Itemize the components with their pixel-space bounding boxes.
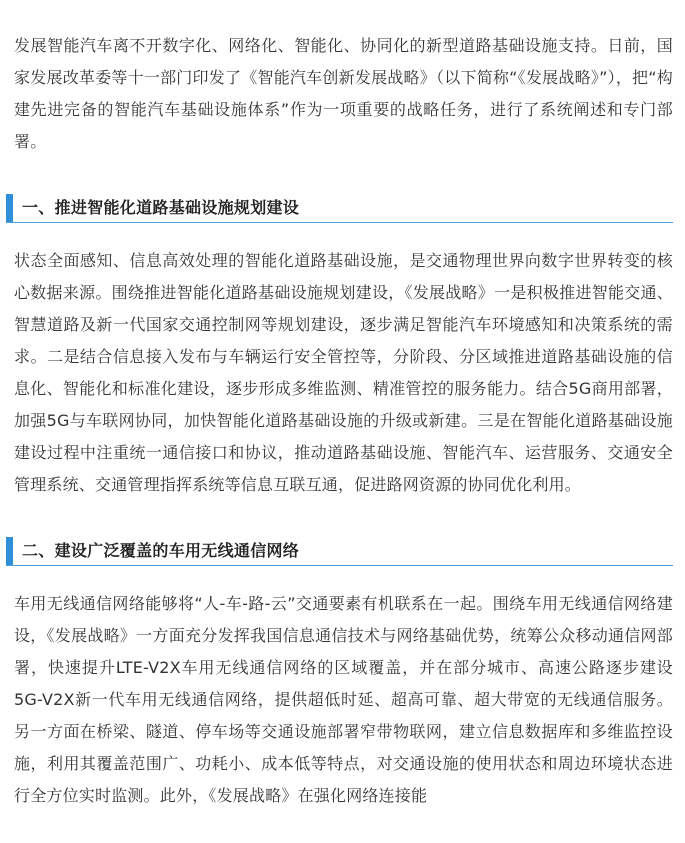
heading-accent-bar <box>6 194 13 222</box>
section-body-2: 车用无线通信网络能够将“人-车-路-云”交通要素有机联系在一起。围绕车用无线通信网络建设，《发展战略》一方面充分发挥我国信息通信技术与网络基础优势，统筹公众移动通信网部署，快速提升LTE-V2X车用无线通信网络的区域覆盖，并在部分城市、高速公路逐步建设5G-V2X新一代车用无线通信网络，提供超低时延、超高可靠、超大带宽的无线通信服务。另一方面在桥梁、隧道、停车场等交通设施部署窄带物联网，建立信息数据库和多维监控设施，利用其覆盖范围广、功耗小、成本低等特点，对交通设施的使用状态和周边环境状态进行全方位实时监测。此外，《发展战略》在强化网络连接能 <box>14 594 673 805</box>
section-body-1: 状态全面感知、信息高效处理的智能化道路基础设施，是交通物理世界向数字世界转变的核心数据来源。围绕推进智能化道路基础设施规划建设，《发展战略》一是积极推进智能交通、智慧道路及新一代国家交通控制网等规划建设，逐步满足智能汽车环境感知和决策系统的需求。二是结合信息接入发布与车辆运行安全管控等，分阶段、分区域推进道路基础设施的信息化、智能化和标准化建设，逐步形成多维监测、精准管控的服务能力。结合5G商用部署，加强5G与车联网协同，加快智能化道路基础设施的升级或新建。三是在智能化道路基础设施建设过程中注重统一通信接口和协议，推动道路基础设施、智能汽车、运营服务、交通安全管理系统、交通管理指挥系统等信息互联互通，促进路网资源的协同优化利用。 <box>14 251 673 494</box>
section-title-2: 二、建设广泛覆盖的车用无线通信网络 <box>22 541 300 560</box>
intro-paragraph: 发展智能汽车离不开数字化、网络化、智能化、协同化的新型道路基础设施支持。日前，国家发展改革委等十一部门印发了《智能汽车创新发展战略》（以下简称“《发展战略》”），把“构建先进完备的智能汽车基础设施体系”作为一项重要的战略任务，进行了系统阐述和专门部署。 <box>14 36 673 151</box>
section-heading-2 <box>6 537 673 566</box>
section-title-1: 一、推进智能化道路基础设施规划建设 <box>22 198 300 217</box>
section-heading-1 <box>6 194 673 223</box>
heading-accent-bar <box>6 537 13 565</box>
